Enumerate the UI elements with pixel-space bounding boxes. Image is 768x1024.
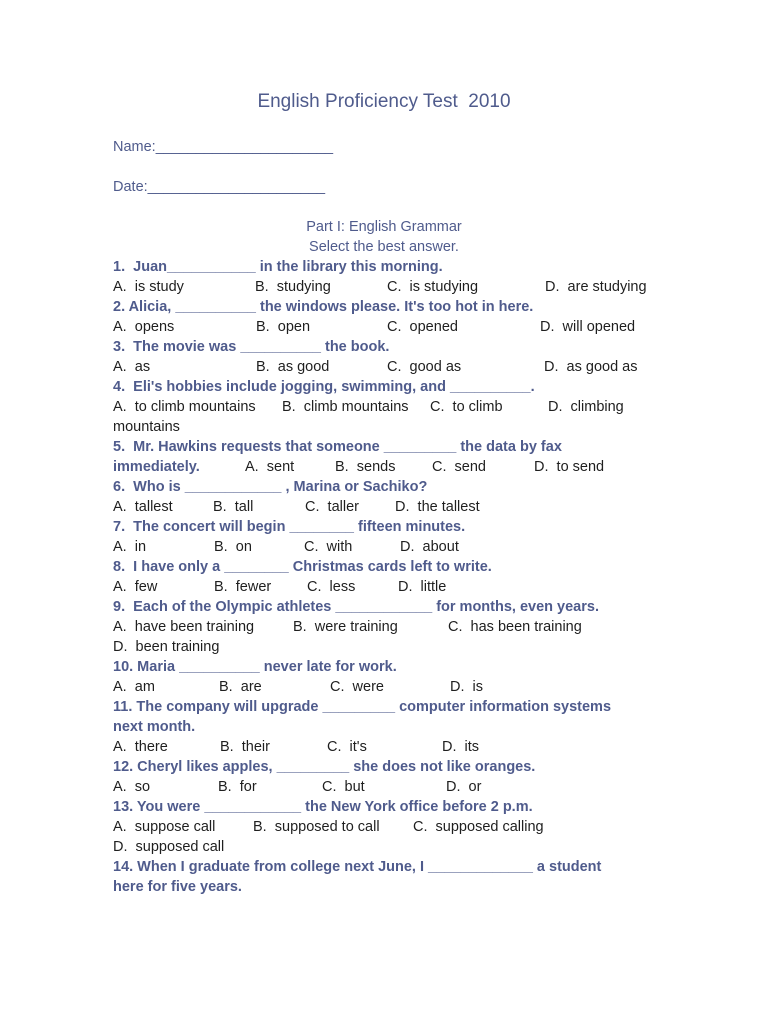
q3-option-d: D. as good as: [544, 359, 638, 375]
q11-option-a: A. there: [113, 739, 168, 755]
question-2: 2. Alicia, __________ the windows please. It's too hot in here.: [113, 299, 534, 315]
q10-option-d: D. is: [450, 679, 484, 695]
question-8: 8. I have only a ________ Christmas cards left to write.: [113, 559, 492, 575]
question-10: 10. Maria __________ never late for work.: [113, 659, 397, 675]
part-instruction: Select the best answer.: [309, 239, 459, 255]
q2-option-a: A. opens: [113, 319, 175, 335]
q2-option-b: B. open: [256, 319, 311, 335]
q1-option-c: C. is studying: [387, 279, 479, 295]
q6-option-a: A. tallest: [113, 499, 173, 515]
q3-option-b: B. as good: [256, 359, 330, 375]
date-field-line: Date:______________________: [113, 179, 326, 195]
q9-option-a: A. have been training: [113, 619, 255, 635]
q13-option-d: D. supposed call: [113, 839, 225, 855]
q6-option-b: B. tall: [213, 499, 254, 515]
question-4: 4. Eli's hobbies include jogging, swimming, and __________.: [113, 379, 535, 395]
q12-option-b: B. for: [218, 779, 257, 795]
q5-option-c: C. send: [432, 459, 486, 475]
q7-option-c: C. with: [304, 539, 353, 555]
q7-option-b: B. on: [214, 539, 252, 555]
question-6: 6. Who is ____________ , Marina or Sachiko?: [113, 479, 428, 495]
q4-option-d: D. climbing: [548, 399, 624, 415]
q3-option-c: C. good as: [387, 359, 462, 375]
q11-option-d: D. its: [442, 739, 480, 755]
q1-option-d: D. are studying: [545, 279, 647, 295]
q12-option-a: A. so: [113, 779, 151, 795]
q13-option-b: B. supposed to call: [253, 819, 380, 835]
question-14: 14. When I graduate from college next June, I _____________ a student: [113, 859, 602, 875]
q2-option-d: D. will opened: [540, 319, 636, 335]
q4-option-b: B. climb mountains: [282, 399, 409, 415]
q8-option-a: A. few: [113, 579, 158, 595]
q6-option-c: C. taller: [305, 499, 359, 515]
q6-option-d: D. the tallest: [395, 499, 480, 515]
q1-option-b: B. studying: [255, 279, 331, 295]
q11-option-c: C. it's: [327, 739, 367, 755]
q5-option-d: D. to send: [534, 459, 605, 475]
q3-option-a: A. as: [113, 359, 151, 375]
q1-option-a: A. is study: [113, 279, 184, 295]
q5-option-b: B. sends: [335, 459, 396, 475]
q7-option-d: D. about: [400, 539, 459, 555]
question-5-cont: immediately.: [113, 459, 200, 475]
question-13: 13. You were ____________ the New York office before 2 p.m.: [113, 799, 533, 815]
q9-option-c: C. has been training: [448, 619, 582, 635]
question-7: 7. The concert will begin ________ fifteen minutes.: [113, 519, 466, 535]
q9-option-d: D. been training: [113, 639, 220, 655]
q12-option-c: C. but: [322, 779, 365, 795]
question-5: 5. Mr. Hawkins requests that someone _________ the data by fax: [113, 439, 562, 455]
question-1: 1. Juan___________ in the library this morning.: [113, 259, 443, 275]
name-field-line: Name:______________________: [113, 139, 334, 155]
q4-option-a: A. to climb mountains: [113, 399, 256, 415]
q4-option-d-cont: mountains: [113, 419, 180, 435]
q10-option-a: A. am: [113, 679, 155, 695]
q8-option-c: C. less: [307, 579, 356, 595]
q13-option-a: A. suppose call: [113, 819, 216, 835]
q10-option-c: C. were: [330, 679, 384, 695]
question-12: 12. Cheryl likes apples, _________ she does not like oranges.: [113, 759, 536, 775]
question-14-cont: here for five years.: [113, 879, 242, 895]
q2-option-c: C. opened: [387, 319, 458, 335]
q4-option-c: C. to climb: [430, 399, 503, 415]
question-9: 9. Each of the Olympic athletes ____________ for months, even years.: [113, 599, 599, 615]
test-title: English Proficiency Test 2010: [257, 91, 511, 112]
q8-option-b: B. fewer: [214, 579, 272, 595]
q12-option-d: D. or: [446, 779, 482, 795]
q11-option-b: B. their: [220, 739, 270, 755]
q7-option-a: A. in: [113, 539, 147, 555]
q5-option-a: A. sent: [245, 459, 295, 475]
question-3: 3. The movie was __________ the book.: [113, 339, 390, 355]
question-11-cont: next month.: [113, 719, 196, 735]
question-11: 11. The company will upgrade _________ computer information systems: [113, 699, 612, 715]
part-heading: Part I: English Grammar: [306, 219, 462, 235]
q9-option-b: B. were training: [293, 619, 398, 635]
q10-option-b: B. are: [219, 679, 262, 695]
q13-option-c: C. supposed calling: [413, 819, 544, 835]
q8-option-d: D. little: [398, 579, 447, 595]
